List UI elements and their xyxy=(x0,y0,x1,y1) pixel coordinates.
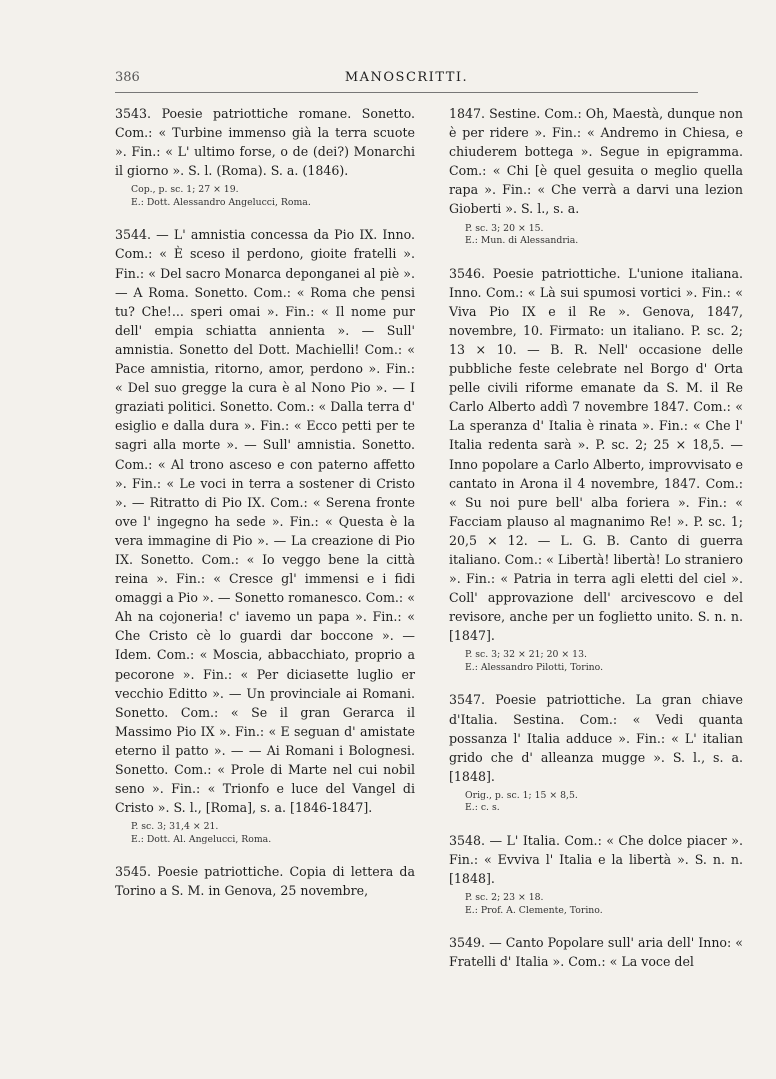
entry-meta-line: P. sc. 3; 31,4 × 21. xyxy=(131,821,219,833)
entry-meta-line: P. sc. 3; 20 × 15. xyxy=(465,222,544,234)
page-header xyxy=(115,70,698,90)
header-rule xyxy=(115,92,698,93)
entry-meta-line: P. sc. 2; 23 × 18. xyxy=(465,892,544,904)
right-column xyxy=(449,104,743,987)
catalog-entry xyxy=(449,690,743,814)
entry-meta xyxy=(449,790,743,815)
entry-meta-line: E.: Prof. A. Clemente, Torino. xyxy=(465,904,603,916)
entry-text: 3546. Poesie patriottiche. L'unione italiana. Inno. Com.: « Là sui spumosi vortici ». Fin.: « Viva Pio IX e il Re ». Genova, 1847, novembre, 10. Firmato: un italiano. P. sc. 2; 13 × 10. — B. R. Nell' occasione delle pubbliche feste celebrate nel Borgo d' Orta pelle civili riforme emanate da S. M. il Re Carlo Alberto addì 7 novembre 1847. Com.: « La speranza d' Italia è rinata ». Fin.: « Che l' Italia redenta sarà ». P. sc. 2; 25 × 18,5. — Inno popolare a Carlo Alberto, improvvisato e cantato in Arona il 4 novembre, 1847. Com.: « Su noi pure bell' alba foriera ». Fin.: « Facciam plauso al magnanimo Re! ». P. sc. 1; 20,5 × 12. — L. G. B. Canto di guerra italiano. Com.: « Libertà! libertà! Lo straniero ». Fin.: « Patria in terra agli eletti del ciel ». Coll' approvazione dell' arcivescovo e del revisore, anche per un foglietto unito. S. n. n. [1847]. xyxy=(449,265,743,644)
entry-text: 3547. Poesie patriottiche. La gran chiave d'Italia. Sestina. Com.: « Vedi quanta possanza l' Italia adduce ». Fin.: « L' italian grido che d' alleanza mugge ». S. l., s. a. [1848]. xyxy=(449,692,743,784)
entry-text: 3545. Poesie patriottiche. Copia di lettera da Torino a S. M. in Genova, 25 novembre, xyxy=(115,864,415,899)
entry-meta-line: Cop., p. sc. 1; 27 × 19. xyxy=(131,184,239,196)
catalog-entry xyxy=(115,104,415,209)
entry-text: 3548. — L' Italia. Com.: « Che dolce piacer ». Fin.: « Evviva l' Italia e la libertà ». S. n. n. [1848]. xyxy=(449,832,743,887)
entry-meta xyxy=(449,649,743,674)
running-head: MANOSCRITTI. xyxy=(344,70,469,85)
entry-meta-line: Orig., p. sc. 1; 15 × 8,5. xyxy=(465,789,578,801)
page-number: 386 xyxy=(115,70,140,85)
catalog-entry xyxy=(449,104,743,248)
left-column xyxy=(115,104,415,916)
entry-text: 3549. — Canto Popolare sull' aria dell' Inno: « Fratelli d' Italia ». Com.: « La voce del xyxy=(449,935,743,970)
catalog-entry xyxy=(449,264,743,675)
catalog-entry xyxy=(115,862,415,900)
entry-meta-line: P. sc. 3; 32 × 21; 20 × 13. xyxy=(465,649,587,661)
entry-meta xyxy=(449,892,743,917)
entry-text: 3544. — L' amnistia concessa da Pio IX. Inno. Com.: « È sceso il perdono, gioite fratelli ». Fin.: « Del sacro Monarca deponganei al piè ». — A Roma. Sonetto. Com.: « Roma che pensi tu? Che!... speri omai ». Fin.: « Il nome pur dell' empia schiatta annienta ». — Sull' amnistia. Sonetto del Dott. Machielli! Com.: « Pace amnistia, ritorno, amor, perdono ». Fin.: « Del suo gregge la cura è al Nono Pio ». — I graziati politici. Sonetto. Com.: « Dalla terra d' esiglio e dalla dura ». Fin.: « Ecco petti per te sagri alla morte ». — Sull' amnistia. Sonetto. Com.: « Al trono asceso e con paterno affetto ». Fin.: « Le voci in terra a sostener di Cristo ». — Ritratto di Pio IX. Com.: « Serena fronte ove l' ingegno ha sede ». Fin.: « Questa è la vera immagine di Pio ». — La creazione di Pio IX. Sonetto. Com.: « Io veggo bene la città reina ». Fin.: « Cresce gl' immensi e i fidi omaggi a Pio ». — Sonetto romanesco. Com.: « Ah na cojoneria! c' iavemo un papa ». Fin.: « Che Cristo cè lo guardi dar boccone ». — Idem. Com.: « Moscia, abbacchiato, proprio a pecorone ». Fin.: « Per diciasette luglio er vecchio Editto ». — Un provinciale ai Romani. Sonetto. Com.: « Se il gran Gerarca il Massimo Pio IX ». Fin.: « E seguan d' amistate eterno il patto ». — — Ai Romani i Bolognesi. Sonetto. Com.: « Prole di Marte nel cui nobil seno ». Fin.: « Trionfo e luce del Vangel di Cristo ». S. l., [Roma], s. a. [1846-1847]. xyxy=(115,227,415,816)
entry-meta-line: E.: c. s. xyxy=(465,802,500,814)
entry-text: 1847. Sestine. Com.: Oh, Maestà, dunque non è per ridere ». Fin.: « Andremo in Chiesa, e chiuderem bottega ». Segue in epigramma. Com.: « Chi [è quel gesuita o meglio quella rapa ». Fin.: « Che verrà a darvi una lezion Gioberti ». S. l., s. a. xyxy=(449,106,743,217)
entry-meta xyxy=(115,821,415,846)
entry-meta-line: E.: Dott. Alessandro Angelucci, Roma. xyxy=(131,196,311,208)
entry-text: 3543. Poesie patriottiche romane. Sonetto. Com.: « Turbine immenso già la terra scuote ». Fin.: « L' ultimo forse, o de (dei?) Monarchi il giorno ». S. l. (Roma). S. a. (1846). xyxy=(115,106,415,179)
entry-meta xyxy=(115,184,415,209)
entry-meta-line: E.: Mun. di Alessandria. xyxy=(465,235,579,247)
catalog-entry xyxy=(449,933,743,971)
catalog-entry xyxy=(115,225,415,846)
catalog-entry xyxy=(449,831,743,917)
entry-meta xyxy=(449,223,743,248)
entry-meta-line: E.: Dott. Al. Angelucci, Roma. xyxy=(131,833,272,845)
entry-meta-line: E.: Alessandro Pilotti, Torino. xyxy=(465,661,604,673)
